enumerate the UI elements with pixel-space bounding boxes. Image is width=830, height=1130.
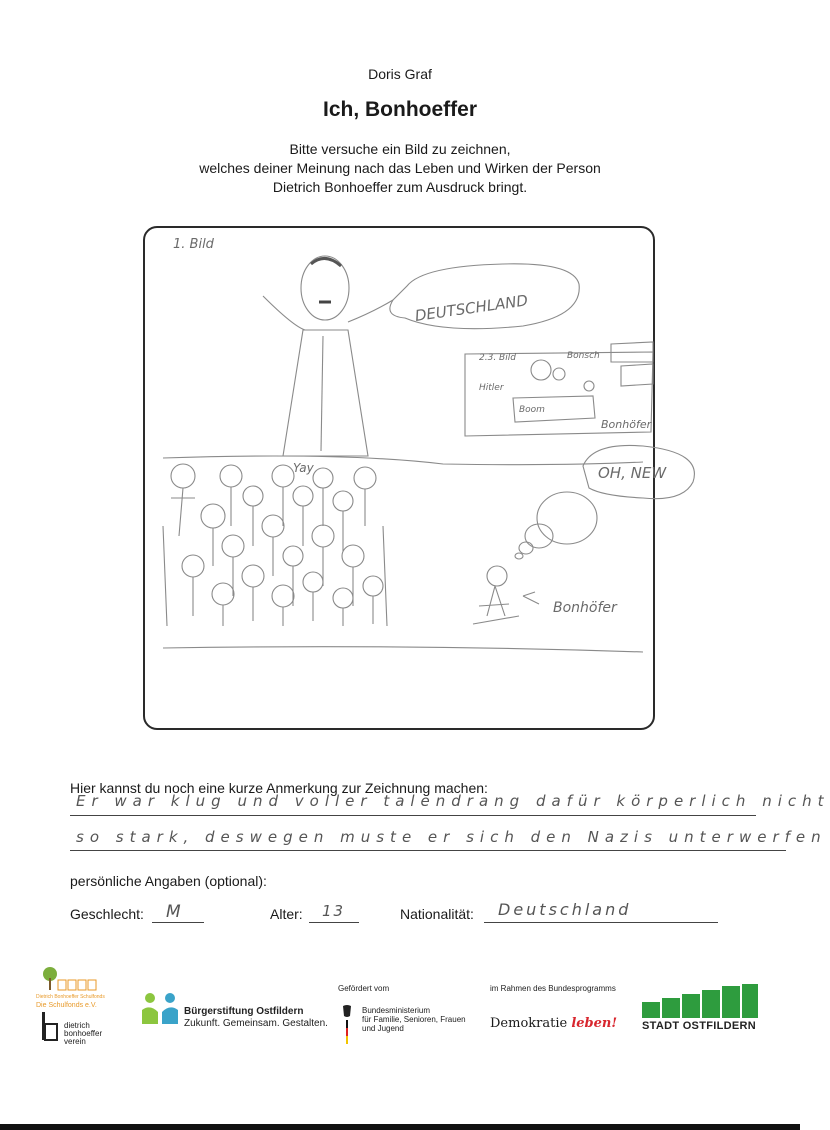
instruction-line-3: Dietrich Bonhoeffer zum Ausdruck bringt. — [272, 179, 528, 195]
stadt-ostfildern-text: STADT OSTFILDERN — [642, 1020, 756, 1032]
schulfonds-small: Dietrich Bonhoeffer Schulfonds — [36, 994, 105, 1000]
personal-heading: persönliche Angaben (optional): — [70, 873, 267, 889]
demokratie-leben-logo — [490, 1016, 617, 1031]
nationality-line — [484, 922, 718, 923]
stadt-ostfildern-logo — [642, 984, 758, 1018]
nationality-value[interactable]: Deutschland — [498, 900, 632, 919]
gender-line — [152, 922, 204, 923]
dbv-line-2: bonhoeffer — [64, 1029, 103, 1038]
federal-eagle-logo — [340, 1004, 354, 1044]
buergerstiftung-slogan: Zukunft. Gemeinsam. Gestalten. — [184, 1018, 328, 1029]
demokratie-text: Demokratie — [490, 1016, 568, 1031]
age-value[interactable]: 13 — [322, 902, 346, 920]
people-icon — [140, 992, 180, 1026]
eagle-icon — [340, 1004, 354, 1044]
ministry-line-1: Bundesministerium — [362, 1006, 431, 1015]
bubble-oh-new: OH, NEW — [598, 464, 667, 482]
ministry-text — [362, 1006, 466, 1033]
nationality-label: Nationalität: — [400, 906, 474, 922]
buergerstiftung-logo — [140, 992, 180, 1026]
label-boom: Boom — [519, 405, 545, 415]
schulfonds-name: Die Schulfonds e.V. — [36, 1002, 97, 1009]
remark-text-1[interactable]: Er war klug und voller talendrang dafür körperlich nicht — [76, 792, 830, 810]
dbv-text — [64, 1022, 102, 1046]
gender-label: Geschlecht: — [70, 906, 144, 922]
dbv-logo-mark — [40, 1012, 60, 1042]
page-title: Ich, Bonhoeffer — [322, 98, 477, 121]
label-bonhoefer: Bonhöfer — [601, 418, 652, 431]
ministry-line-3: und Jugend — [362, 1024, 404, 1033]
label-bild23: 2.3. Bild — [479, 353, 516, 363]
remark-text-2[interactable]: so stark, deswegen muste er sich den Nazis unterwerfen — [76, 828, 827, 846]
label-bild1: 1. Bild — [173, 237, 214, 252]
pencil-drawing — [143, 226, 667, 730]
age-line — [309, 922, 359, 923]
instruction-line-1: Bitte versuche ein Bild zu zeichnen, — [289, 141, 511, 157]
leben-text: leben! — [571, 1016, 618, 1031]
scan-edge — [0, 1124, 800, 1130]
instruction-line-2: welches deiner Meinung nach das Leben und Wirken der Person — [199, 160, 601, 176]
label-bonhoeffer-small: Bonsch — [567, 351, 600, 361]
remark-line-2 — [70, 850, 786, 851]
label-bonhoefer-arrow: Bonhöfer — [553, 600, 617, 616]
bubble-deutschland: DEUTSCHLAND — [413, 291, 530, 325]
label-hitler: Hitler — [479, 383, 504, 393]
remark-line-1 — [70, 815, 756, 816]
age-label: Alter: — [270, 906, 303, 922]
remark-label: Hier kannst du noch eine kurze Anmerkung zur Zeichnung machen: — [70, 780, 488, 796]
programm-label: im Rahmen des Bundesprogramms — [490, 984, 616, 993]
label-yay: Yay — [293, 461, 314, 475]
bars-icon — [642, 984, 758, 1018]
dbv-line-1: dietrich — [64, 1021, 90, 1030]
ministry-line-2: für Familie, Senioren, Frauen — [362, 1015, 466, 1024]
instructions — [0, 140, 800, 197]
gender-value[interactable]: M — [166, 902, 187, 922]
author-name: Doris Graf — [368, 66, 432, 82]
dbv-icon — [40, 1012, 60, 1042]
tree-icon — [36, 966, 116, 992]
buergerstiftung-name: Bürgerstiftung Ostfildern — [184, 1006, 304, 1017]
gefoerdert-label: Gefördert vom — [338, 984, 390, 993]
dbv-line-3: verein — [64, 1037, 86, 1046]
